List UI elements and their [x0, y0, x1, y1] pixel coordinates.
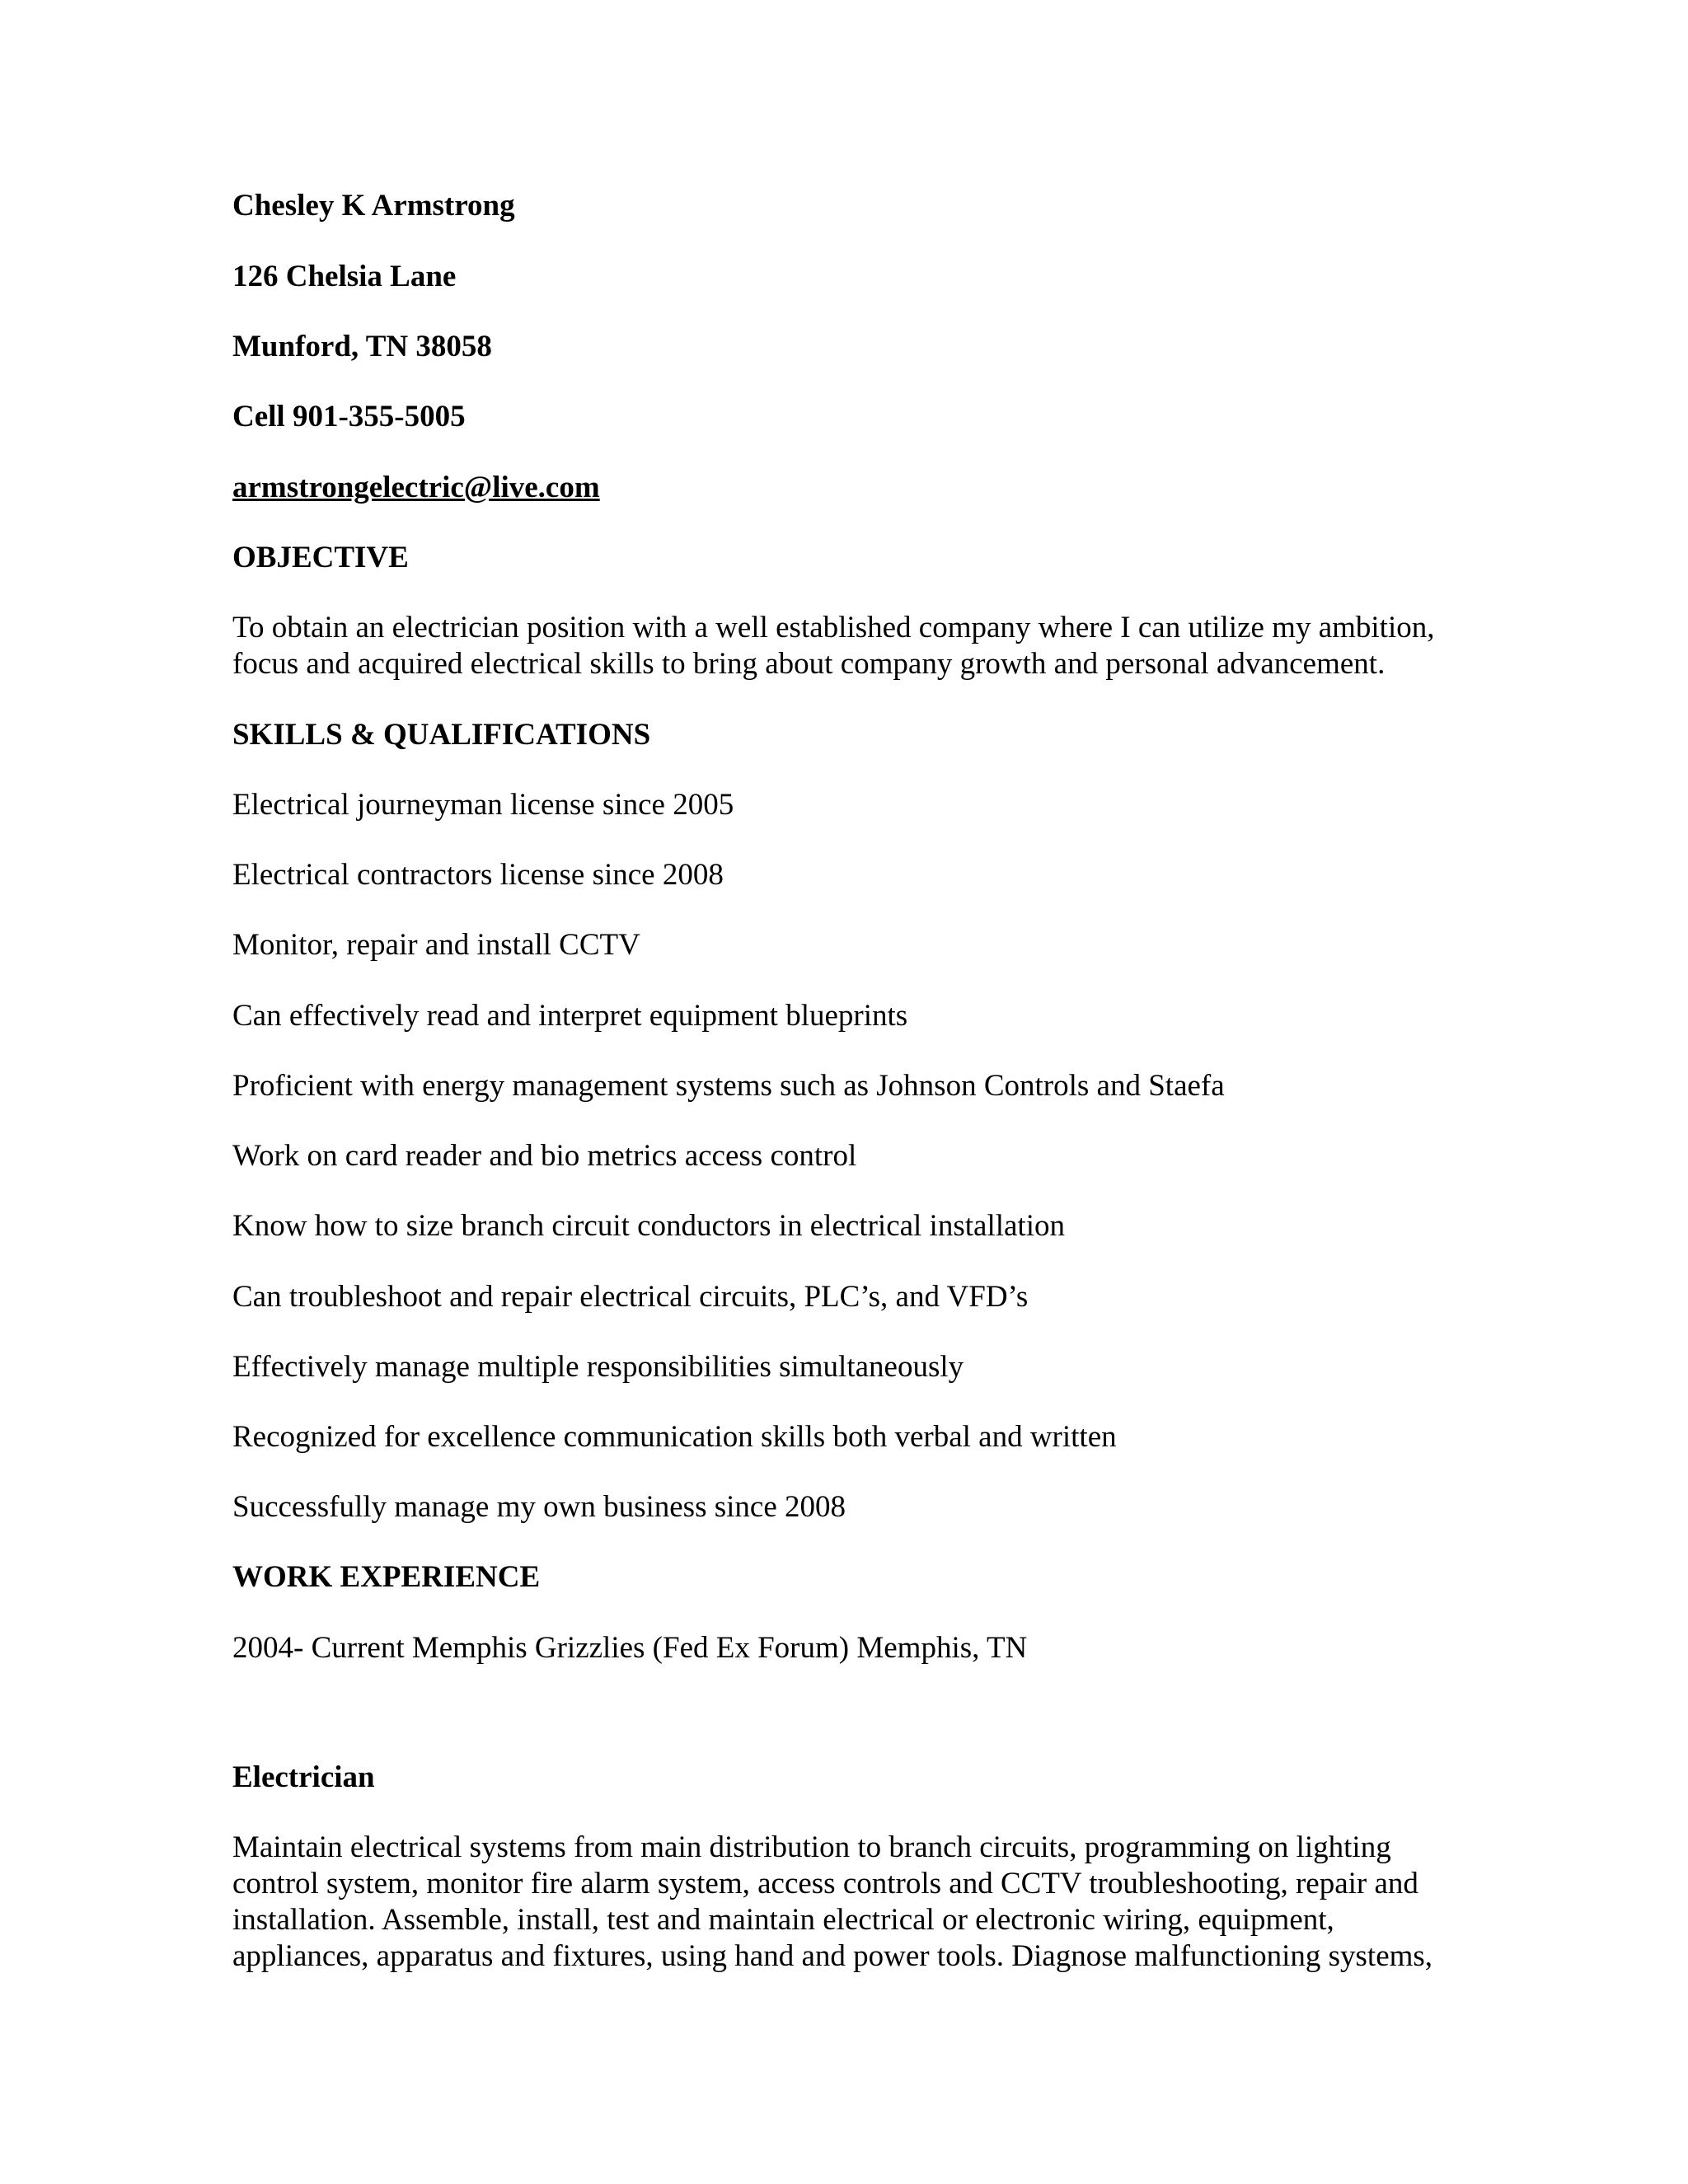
objective-line: To obtain an electrician position with a well established company where I can utilize my ambition,	[232, 611, 1435, 644]
contact-phone: Cell 901-355-5005	[232, 400, 466, 434]
skill-item: Work on card reader and bio metrics access control	[232, 1139, 857, 1173]
skills-heading: SKILLS & QUALIFICATIONS	[232, 718, 651, 752]
skill-item: Can effectively read and interpret equipment blueprints	[232, 999, 908, 1033]
contact-city: Munford, TN 38058	[232, 330, 492, 363]
job-description-line: installation. Assemble, install, test and maintain electrical or electronic wiring, equipment,	[232, 1903, 1334, 1937]
job-description	[232, 1830, 1535, 1975]
skill-item: Can troubleshoot and repair electrical circuits, PLC’s, and VFD’s	[232, 1280, 1029, 1314]
contact-street: 126 Chelsia Lane	[232, 260, 457, 293]
job-description-line: Maintain electrical systems from main distribution to branch circuits, programming on lighting	[232, 1830, 1391, 1864]
objective-heading: OBJECTIVE	[232, 541, 409, 574]
work-employer: 2004- Current Memphis Grizzlies (Fed Ex Forum) Memphis, TN	[232, 1631, 1028, 1665]
contact-email-link[interactable]: armstrongelectric@live.com	[232, 471, 600, 504]
skill-item: Proficient with energy management systems such as Johnson Controls and Staefa	[232, 1069, 1225, 1103]
job-description-line: appliances, apparatus and fixtures, using hand and power tools. Diagnose malfunctioning systems,	[232, 1939, 1433, 1973]
skill-item: Monitor, repair and install CCTV	[232, 928, 640, 962]
skill-item: Recognized for excellence communication skills both verbal and written	[232, 1420, 1117, 1454]
job-description-line: control system, monitor fire alarm system, access controls and CCTV troubleshooting, repair and	[232, 1867, 1418, 1900]
skill-item: Know how to size branch circuit conductors in electrical installation	[232, 1209, 1065, 1243]
contact-name: Chesley K Armstrong	[232, 189, 515, 223]
skill-item: Successfully manage my own business since 2008	[232, 1490, 846, 1524]
work-heading: WORK EXPERIENCE	[232, 1560, 541, 1594]
objective-line: focus and acquired electrical skills to bring about company growth and personal advancement.	[232, 647, 1386, 681]
skill-item: Electrical contractors license since 2008	[232, 858, 724, 892]
job-title: Electrician	[232, 1760, 375, 1794]
skill-item: Electrical journeyman license since 2005	[232, 788, 734, 822]
skill-item: Effectively manage multiple responsibilities simultaneously	[232, 1350, 964, 1384]
objective-text	[232, 610, 1535, 682]
